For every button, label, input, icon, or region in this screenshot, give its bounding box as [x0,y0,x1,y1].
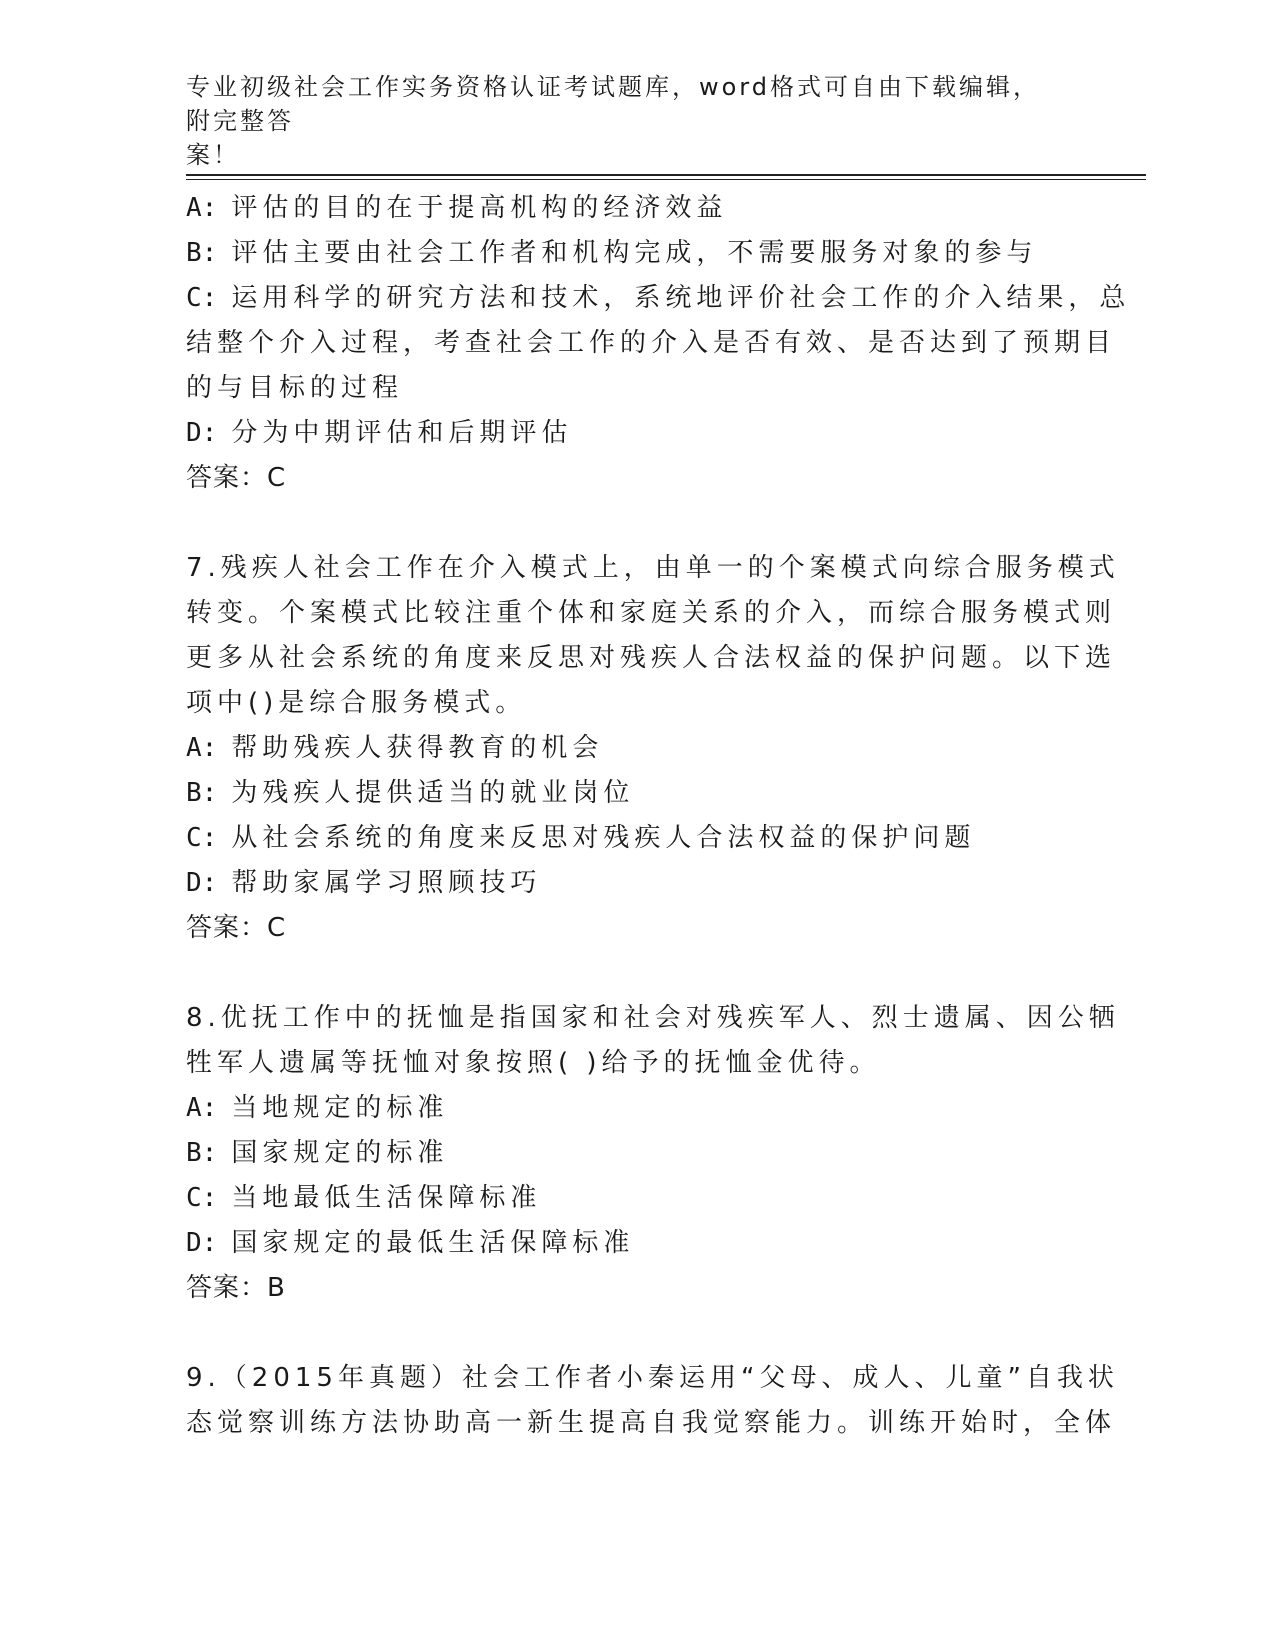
option-label: B: [186,238,218,268]
question-line: 7.残疾人社会工作在介入模式上，由单一的个案模式向综合服务模式 [186,553,1120,583]
option-label: B: [186,778,218,808]
option-label: C: [186,283,218,313]
question-line: 9.（2015年真题）社会工作者小秦运用“父母、成人、儿童”自我状 [186,1363,1119,1393]
option-text: 国家规定的标准 [231,1138,449,1168]
option-label: B: [186,1138,218,1168]
question-content [186,186,1131,1446]
header-line-2: 案！ [186,141,240,169]
option-label: D: [186,418,218,448]
q6-option-a [186,186,1086,231]
option-text: 帮助家属学习照顾技巧 [231,868,542,898]
question-line: 态觉察训练方法协助高一新生提高自我觉察能力。训练开始时，全体 [186,1408,1117,1438]
option-label: A: [186,1093,218,1123]
q6-answer: 答案：C [186,463,287,493]
spacer [186,951,1086,996]
q9-stem [186,1356,1119,1446]
q7-option-c [186,816,1086,861]
question-line: 牲军人遗属等抚恤对象按照( )给予的抚恤金优待。 [186,1048,881,1078]
question-line: 8.优抚工作中的抚恤是指国家和社会对残疾军人、烈士遗属、因公牺 [186,1003,1120,1033]
option-label: D: [186,1228,218,1258]
option-text: 分为中期评估和后期评估 [231,418,573,448]
option-text: 为残疾人提供适当的就业岗位 [231,778,635,808]
option-label: C: [186,1183,218,1213]
option-label: D: [186,868,218,898]
option-text: 运用科学的研究方法和技术，系统地评价社会工作的介入结果，总 [231,283,1131,313]
question-line: 更多从社会系统的角度来反思对残疾人合法权益的保护问题。以下选 [186,643,1117,673]
question-line: 转变。个案模式比较注重个体和家庭关系的介入，而综合服务模式则 [186,598,1117,628]
q7-stem [186,546,1120,726]
option-text: 评估的目的在于提高机构的经济效益 [231,193,728,223]
option-text: 国家规定的最低生活保障标准 [231,1228,635,1258]
q6-option-c [186,276,1131,411]
question-line: 项中()是综合服务模式。 [186,688,527,718]
q8-stem [186,996,1120,1086]
q8-option-b [186,1131,1086,1176]
spacer [186,1311,1086,1356]
header-divider-thick [186,174,1146,176]
option-label: A: [186,733,218,763]
option-text: 从社会系统的角度来反思对残疾人合法权益的保护问题 [231,823,976,853]
q8-option-d [186,1221,1086,1266]
q8-answer: 答案：B [186,1273,286,1303]
q7-option-b [186,771,1086,816]
option-text: 帮助残疾人获得教育的机会 [231,733,604,763]
option-label: C: [186,823,218,853]
q8-option-c [186,1176,1086,1221]
document-header [186,70,1066,172]
q8-option-a [186,1086,1086,1131]
q7-answer: 答案：C [186,913,287,943]
header-divider-thin [186,179,1146,180]
spacer [186,501,1086,546]
q7-option-a [186,726,1086,771]
q7-option-d [186,861,1086,906]
option-text-continued: 结整个介入过程，考查社会工作的介入是否有效、是否达到了预期目 [186,328,1117,358]
option-text: 当地最低生活保障标准 [231,1183,542,1213]
option-text-continued: 的与目标的过程 [186,373,404,403]
option-text: 评估主要由社会工作者和机构完成，不需要服务对象的参与 [231,238,1038,268]
q6-option-d [186,411,1086,456]
option-label: A: [186,193,218,223]
option-text: 当地规定的标准 [231,1093,449,1123]
header-line-1: 专业初级社会工作实务资格认证考试题库，word格式可自由下载编辑，附完整答 [186,73,1040,135]
q6-option-b [186,231,1086,276]
